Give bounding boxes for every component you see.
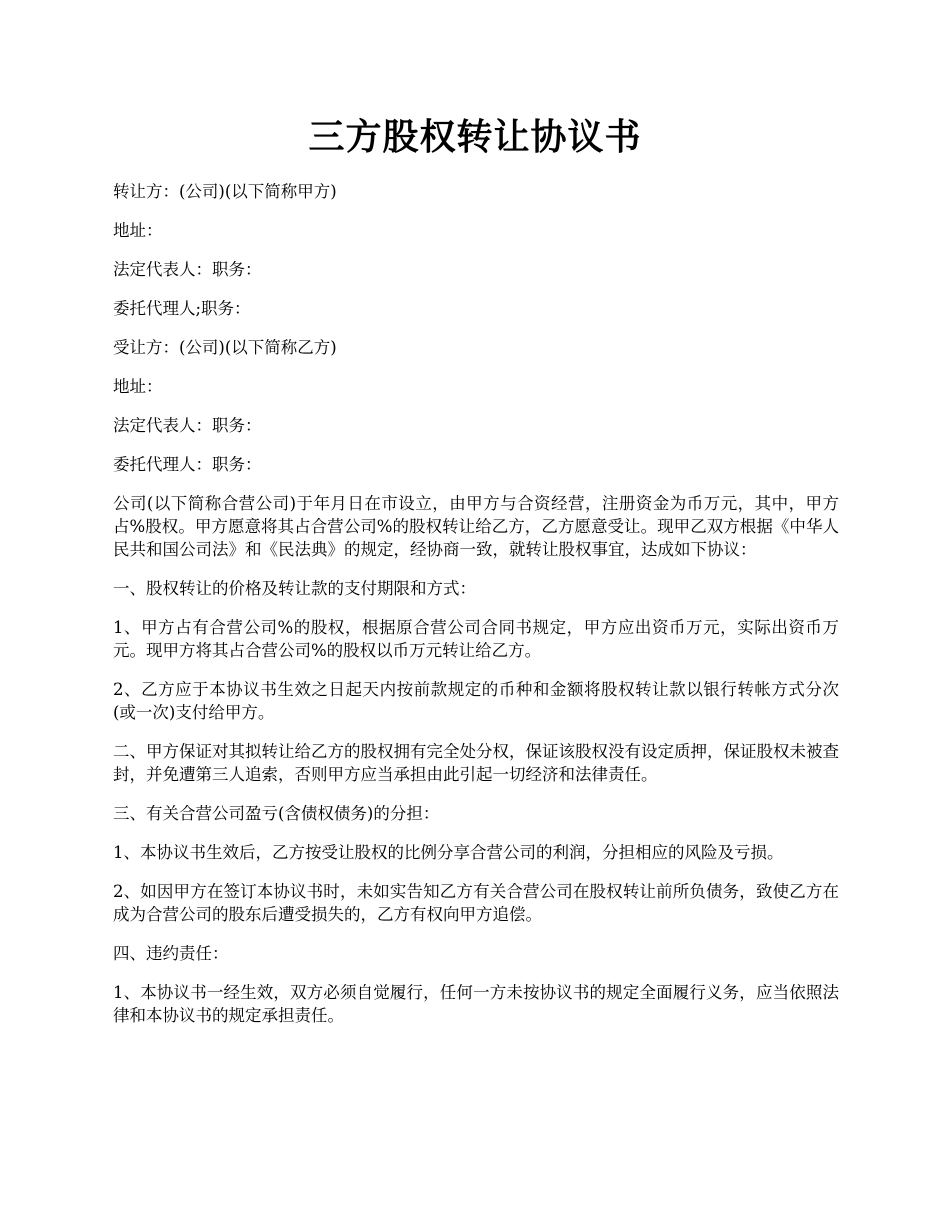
preamble-paragraph: 公司(以下简称合营公司)于年月日在市设立，由甲方与合资经营，注册资金为币万元，其中，甲方占%股权。甲方愿意将其占合营公司%的股权转让给乙方，乙方愿意受让。现甲乙双方根据《中华人民共和国公司法》和《民法典》的规定，经协商一致，就转让股权事宜，达成如下协议： bbox=[113, 494, 839, 559]
transferee-legal-rep-line: 法定代表人：职务： bbox=[113, 416, 262, 435]
section-heading-price-payment: 一、股权转让的价格及转让款的支付期限和方式： bbox=[113, 579, 476, 598]
transferee-agent-line: 委托代理人：职务： bbox=[113, 455, 262, 474]
section-heading-profit-loss: 三、有关合营公司盈亏(含债权债务)的分担： bbox=[113, 804, 440, 823]
document-title: 三方股权转让协议书 bbox=[308, 116, 642, 158]
transferor-address-line: 地址： bbox=[113, 221, 163, 240]
clause-3-1: 1、本协议书生效后，乙方按受让股权的比例分享合营公司的利润，分担相应的风险及亏损。 bbox=[113, 843, 784, 862]
clause-4-1: 1、本协议书一经生效，双方必须自觉履行，任何一方未按协议书的规定全面履行义务，应当依照法律和本协议书的规定承担责任。 bbox=[113, 983, 839, 1025]
clause-1-2: 2、乙方应于本协议书生效之日起天内按前款规定的币种和金额将股权转让款以银行转帐方式分次(或一次)支付给甲方。 bbox=[113, 680, 839, 722]
transferor-line: 转让方：(公司)(以下简称甲方) bbox=[113, 182, 337, 201]
transferee-address-line: 地址： bbox=[113, 377, 163, 396]
transferee-line: 受让方：(公司)(以下简称乙方) bbox=[113, 338, 337, 357]
section-heading-warranty: 二、甲方保证对其拟转让给乙方的股权拥有完全处分权，保证该股权没有设定质押，保证股权未被查封，并免遭第三人追索，否则甲方应当承担由此引起一切经济和法律责任。 bbox=[113, 742, 839, 784]
clause-3-2: 2、如因甲方在签订本协议书时，未如实告知乙方有关合营公司在股权转让前所负债务，致使乙方在成为合营公司的股东后遭受损失的，乙方有权向甲方追偿。 bbox=[113, 882, 839, 924]
transferor-agent-line: 委托代理人;职务： bbox=[113, 299, 251, 318]
transferor-legal-rep-line: 法定代表人：职务： bbox=[113, 260, 262, 279]
clause-1-1: 1、甲方占有合营公司%的股权，根据原合营公司合同书规定，甲方应出资币万元，实际出资币万元。现甲方将其占合营公司%的股权以币万元转让给乙方。 bbox=[113, 618, 839, 660]
section-heading-liability: 四、违约责任： bbox=[113, 944, 229, 963]
document-body bbox=[113, 180, 839, 1043]
